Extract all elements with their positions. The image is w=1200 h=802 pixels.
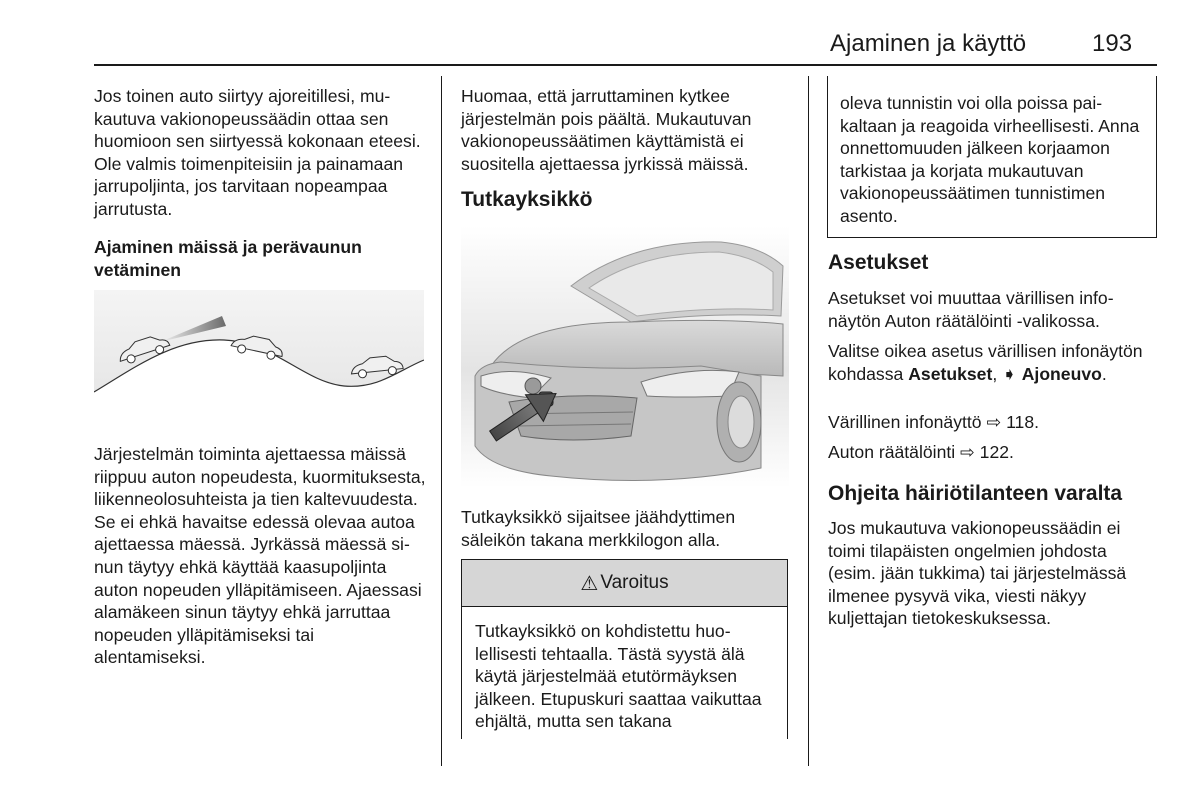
column-divider-1 (441, 76, 442, 766)
warning-triangle-icon: ⚠ (580, 572, 599, 595)
hill-driving-illustration (94, 290, 424, 430)
column-divider-2 (808, 76, 809, 766)
reference-personalization: Auton räätälöinti ⇨ 122. (828, 442, 1014, 462)
paragraph-radar-location: Tutkayksikkö sijaitsee jäähdyttimen säleikön takana merkkilogon alla. (461, 507, 736, 550)
paragraph-hill-driving: Järjestelmän toiminta ajettaessa mäissä riippuu auton nopeudesta, kuormituksesta, liikenneolosuhteista ja tien kaltevuudesta. Se ei ehkä havaitse edessä olevaa autoa ajettaessa mäessä. Jyrkässä mäessä sinun täytyy ehkä käyttää kaasupoljinta auton nopeuden ylläpitämiseen. Ajaessasi alamäkeen sinun täytyy ehkä jarruttaa nopeuden ylläpitämiseksi tai alentamiseksi. (94, 444, 426, 668)
paragraph-vehicle-cut-in: Jos toinen auto siirtyy ajoreitillesi, mukautuva vakionopeussäädin ottaa sen huomioon sen siirtyessä kokonaan eteesi. Ole valmis toimenpiteisiin ja painamaan jarrupoljinta, jos tarvitaan nopeampaa jarrutusta. (94, 86, 421, 219)
warning-text: Tutkayksikkö on kohdistettu huolellisesti tehtaalla. Tästä syystä älä käytä järjestelmää etutörmäyksen jälkeen. Etupuskuri saattaa vaikuttaa ehjältä, mutta sen takana (475, 621, 762, 732)
settings-path-end: . (1101, 363, 1107, 384)
paragraph-settings-menu: Asetukset voi muuttaa värillisen infonäytön Auton räätälöinti -valikossa. (828, 288, 1114, 331)
vehicle-menu-label: Ajoneuvo (1021, 363, 1102, 384)
header-rule (94, 64, 1157, 66)
reference-color-display: Värillinen infonäyttö ⇨ 118. (828, 412, 1040, 432)
section-heading-settings: Asetukset (828, 251, 929, 274)
subheading-hills-towing: Ajaminen mäissä ja perävaunun vetäminen (94, 237, 362, 280)
page-number: 193 (1092, 30, 1133, 57)
settings-path-text: Valitse oikea asetus värillisen infonäytön kohdassa (828, 341, 1143, 384)
warning-header (462, 560, 787, 607)
paragraph-fault-message: Jos mukautuva vakionopeussäädin ei toimi tilapäisten ongelmien johdosta (esim. jään tukkima) tai järjestelmässä ilmenee pysyvä vika, viesti näkyy kuljettajan tietokeskuksessa. (828, 518, 1127, 629)
car-radar-location-illustration (461, 226, 789, 488)
paragraph-settings-path (828, 340, 1158, 385)
section-heading-radar-unit: Tutkayksikkö (461, 188, 593, 211)
warning-title: Varoitus (600, 572, 669, 593)
paragraph-braking-note: Huomaa, että jarruttaminen kytkee järjestelmän pois päältä. Mukautuvan vakionopeussäätimen käyttämistä ei suositella ajettaessa jyrkissä mäissä. (461, 86, 752, 174)
settings-menu-label: Asetukset (908, 363, 993, 384)
section-heading-fault-instructions: Ohjeita häiriötilanteen varalta (828, 482, 1123, 505)
page-header-title: Ajaminen ja käyttö (830, 30, 1027, 57)
settings-path-separator: , ➧ (992, 363, 1022, 384)
warning-text-continued: oleva tunnistin voi olla poissa paikaltaan ja reagoida virheellisesti. Anna onnettomuuden jälkeen korjaamon tarkistaa ja korjata mukautuvan vakionopeussäätimen tunnistimen asento. (840, 93, 1140, 226)
